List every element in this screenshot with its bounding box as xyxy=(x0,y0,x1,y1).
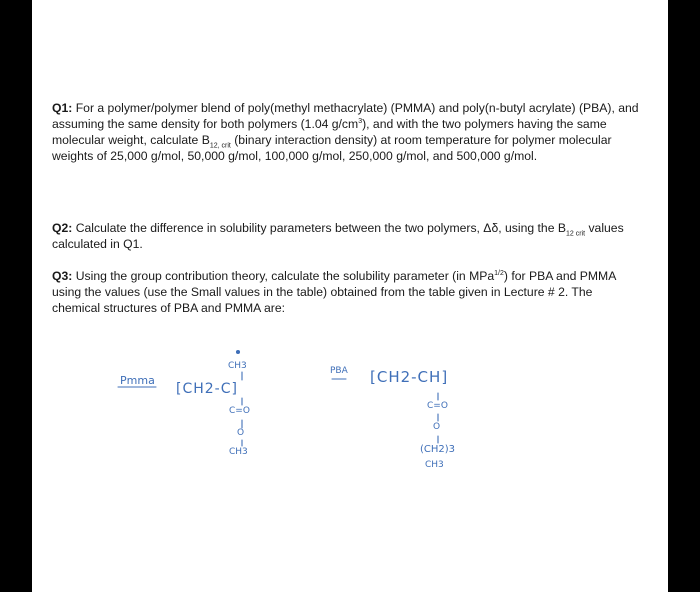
pmma-label: Pmma xyxy=(120,374,155,387)
question-2-sub-a: 12 crit xyxy=(566,230,586,238)
question-3-label: Q3: xyxy=(52,269,73,283)
question-1-sup-a: 3 xyxy=(358,117,363,125)
question-1-text-c: (binary interaction density) at room temperature for polymer molecular weights of 25,000 g/mol, 50,000 g/mol, 100,000 g/mol, 250,000 g/mol, and 500,000 g/mol. xyxy=(52,133,612,163)
question-1-label: Q1: xyxy=(52,101,73,115)
pmma-methyl-top: CH3 xyxy=(228,361,247,371)
question-3-text-b: ) for PBA and PMMA using the values (use the Small values in the table) obtained from the table given in Lecture # 2. The chemical structures of PBA and PMMA are: xyxy=(52,269,616,315)
question-3-sup-a: 1/2 xyxy=(494,269,504,277)
pmma-carbonyl: C=O xyxy=(229,406,250,416)
pmma-backbone: [CH2-C] xyxy=(176,381,238,397)
handwriting-strokes xyxy=(32,0,668,592)
pba-carbonyl: C=O xyxy=(427,401,448,411)
question-3-text-a: Using the group contribution theory, calculate the solubility parameter (in MPa xyxy=(75,269,495,283)
document-page xyxy=(32,0,668,592)
question-1-sub-b: 12, crit xyxy=(209,142,231,150)
ink-dot xyxy=(237,351,240,354)
pba-label: PBA xyxy=(330,366,348,376)
question-2-label: Q2: xyxy=(52,221,73,235)
question-2-text-b: values calculated in Q1. xyxy=(52,221,624,251)
question-1-text-b: ), and with the two polymers having the same molecular weight, calculate B xyxy=(52,117,607,147)
pba-backbone: [CH2-CH] xyxy=(370,368,449,386)
pba-oxygen: O xyxy=(433,422,441,432)
pba-butyl-chain: (CH2)3 xyxy=(420,444,456,455)
pba-terminal-methyl: CH3 xyxy=(425,460,444,470)
pmma-methyl-bottom: CH3 xyxy=(229,447,248,457)
pmma-oxygen: O xyxy=(237,428,245,438)
question-1-text-a: For a polymer/polymer blend of poly(methyl methacrylate) (PMMA) and poly(n-butyl acrylate) (PBA), and assuming the same density for both polymers (1.04 g/cm xyxy=(52,101,639,131)
question-2-text-a: Calculate the difference in solubility parameters between the two polymers, Δδ, using the B xyxy=(75,221,566,235)
